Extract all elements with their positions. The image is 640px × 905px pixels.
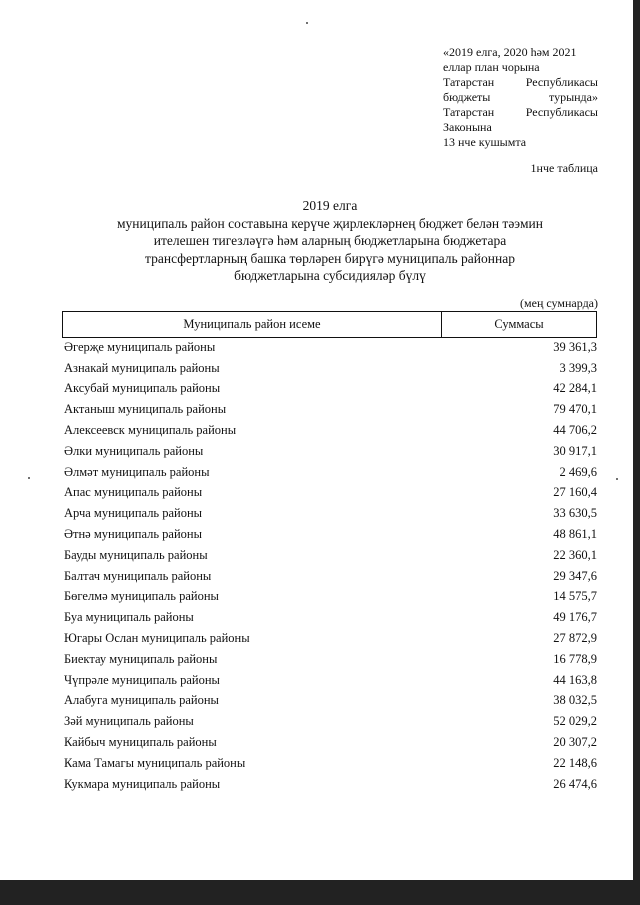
- district-amount: 42 284,1: [553, 381, 597, 396]
- district-amount: 16 778,9: [553, 651, 597, 666]
- law-reference-line: [443, 90, 598, 105]
- district-name: Әлмәт муниципаль районы: [64, 464, 210, 479]
- district-amount: 33 630,5: [553, 506, 597, 521]
- table-row: [64, 524, 597, 545]
- district-amount: 29 347,6: [553, 568, 597, 583]
- district-name: Азнакай муниципаль районы: [64, 360, 220, 375]
- district-name: Бауды муниципаль районы: [64, 547, 208, 562]
- law-reference-line: еллар план чорына: [443, 60, 540, 74]
- district-amount: 14 575,7: [553, 589, 597, 604]
- district-amount: 39 361,3: [553, 339, 597, 354]
- district-amount: 30 917,1: [553, 443, 597, 458]
- title-line: бюджетларына субсидияләр бүлү: [234, 268, 426, 283]
- district-amount: 38 032,5: [553, 693, 597, 708]
- district-name: Арча муниципаль районы: [64, 506, 203, 521]
- scan-edge-right: [633, 0, 640, 905]
- law-reference-word: турында»: [548, 90, 598, 104]
- table-header: [62, 311, 597, 338]
- district-amount: 49 176,7: [553, 610, 597, 625]
- table-row: [64, 399, 597, 420]
- table-row: [64, 753, 597, 774]
- title-line: 2019 елга: [302, 198, 358, 213]
- district-name: Әтнә муниципаль районы: [64, 527, 203, 542]
- district-amount: 79 470,1: [553, 402, 597, 417]
- district-amount: 22 360,1: [553, 547, 597, 562]
- district-amount: 26 474,6: [553, 776, 597, 791]
- table-row: [64, 337, 597, 358]
- law-reference-line: [443, 105, 598, 120]
- district-name: Биектау муниципаль районы: [64, 651, 218, 666]
- law-reference-word: Татарстан: [443, 105, 495, 119]
- district-name: Алексеевск муниципаль районы: [64, 423, 237, 438]
- table-row: [64, 358, 597, 379]
- table-row: [64, 379, 597, 400]
- law-reference-word: Республикасы: [525, 105, 598, 119]
- table-body: [64, 337, 597, 795]
- district-name: Кайбыч муниципаль районы: [64, 735, 217, 750]
- district-amount: 44 706,2: [553, 423, 597, 438]
- law-reference: [443, 45, 598, 150]
- scan-speck: [616, 478, 618, 480]
- district-name: Кукмара муниципаль районы: [64, 776, 221, 791]
- district-name: Чүпрәле муниципаль районы: [64, 672, 220, 687]
- law-reference-line: «2019 елга, 2020 һәм 2021: [443, 45, 577, 59]
- table-row: [64, 420, 597, 441]
- table-row: [64, 545, 597, 566]
- district-amount: 22 148,6: [553, 755, 597, 770]
- law-reference-line: 13 нче кушымта: [443, 135, 527, 149]
- document-title: [60, 197, 600, 285]
- table-row: [64, 732, 597, 753]
- district-amount: 2 469,6: [559, 464, 597, 479]
- district-name: Кама Тамагы муниципаль районы: [64, 755, 246, 770]
- district-amount: 20 307,2: [553, 735, 597, 750]
- law-reference-line: [443, 75, 598, 90]
- district-amount: 52 029,2: [553, 714, 597, 729]
- table-row: [64, 483, 597, 504]
- table-row: [64, 503, 597, 524]
- table-row: [64, 441, 597, 462]
- district-amount: 48 861,1: [553, 527, 597, 542]
- district-name: Аксубай муниципаль районы: [64, 381, 221, 396]
- district-name: Әгерҗе муниципаль районы: [64, 339, 216, 354]
- district-name: Әлки муниципаль районы: [64, 443, 204, 458]
- table-row: [64, 670, 597, 691]
- table-row: [64, 711, 597, 732]
- table-row: [64, 628, 597, 649]
- units-note: (мең сумнарда): [520, 296, 598, 310]
- district-amount: 3 399,3: [559, 360, 597, 375]
- scan-edge-bottom: [0, 880, 640, 905]
- district-amount: 27 872,9: [553, 631, 597, 646]
- table-number: 1нче таблица: [530, 161, 598, 175]
- table-row: [64, 649, 597, 670]
- district-amount: 44 163,8: [553, 672, 597, 687]
- table-row: [64, 774, 597, 795]
- column-header-amount: Суммасы: [494, 317, 544, 331]
- column-header-name: Муниципаль район исеме: [63, 312, 442, 337]
- table-row: [64, 587, 597, 608]
- table-row: [64, 691, 597, 712]
- law-reference-line: Законына: [443, 120, 492, 134]
- table-row: [64, 607, 597, 628]
- district-name: Алабуга муниципаль районы: [64, 693, 219, 708]
- title-line: ителешен тигезләүгә һәм аларның бюджетларына бюджетара: [153, 233, 507, 248]
- law-reference-word: Республикасы: [525, 75, 598, 89]
- district-name: Югары Ослан муниципаль районы: [64, 631, 250, 646]
- district-name: Апас муниципаль районы: [64, 485, 203, 500]
- table-row: [64, 566, 597, 587]
- scan-speck: [306, 22, 308, 24]
- district-amount: 27 160,4: [553, 485, 597, 500]
- scan-speck: [28, 477, 30, 479]
- title-line: муниципаль район составына керүче җирлекләрнең бюджет белән тәэмин: [117, 215, 543, 231]
- district-name: Буа муниципаль районы: [64, 610, 194, 625]
- law-reference-word: бюджеты: [443, 90, 491, 104]
- title-line: трансфертларның башка төрләрен бирүгә муниципаль районнар: [145, 250, 515, 266]
- district-name: Актаныш муниципаль районы: [64, 402, 227, 417]
- table-row: [64, 462, 597, 483]
- district-name: Бөгелмә муниципаль районы: [64, 589, 219, 604]
- district-name: Зәй муниципаль районы: [64, 714, 194, 729]
- law-reference-word: Татарстан: [443, 75, 495, 89]
- district-name: Балтач муниципаль районы: [64, 568, 212, 583]
